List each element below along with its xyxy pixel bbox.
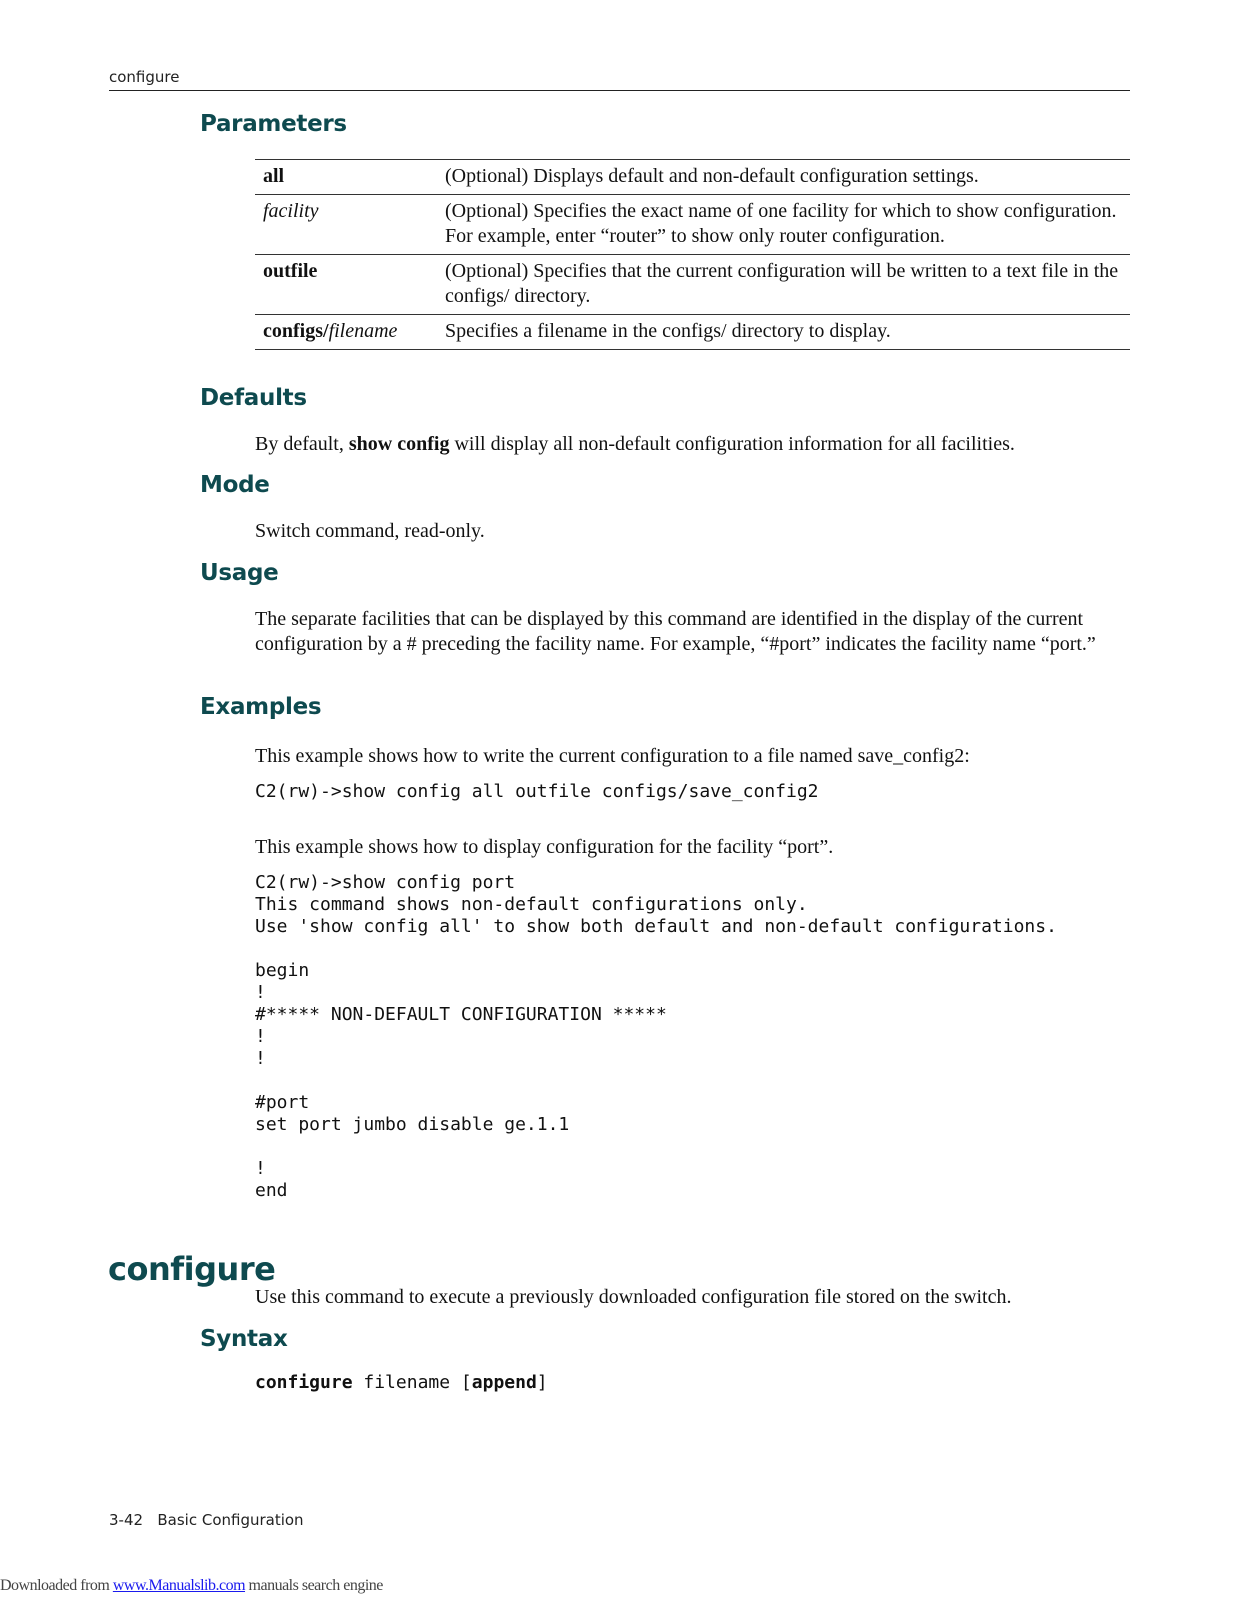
- param-description: (Optional) Specifies that the current configuration will be written to a text file in the configs/ directory.: [437, 255, 1130, 315]
- param-description: (Optional) Specifies the exact name of one facility for which to show configuration. For example, enter “router” to show only router configuration.: [437, 195, 1130, 255]
- header-rule: [109, 90, 1130, 91]
- manualslib-link[interactable]: www.Manualslib.com: [112, 1577, 246, 1594]
- table-row: [255, 315, 1130, 350]
- download-prefix: Downloaded from: [0, 1577, 113, 1594]
- page-number: 3-42: [109, 1511, 144, 1529]
- param-term: [255, 160, 437, 195]
- defaults-heading: Defaults: [200, 385, 307, 411]
- download-bar: [0, 1577, 383, 1595]
- syntax-argument: filename [: [352, 1372, 472, 1393]
- param-description: Specifies a filename in the configs/ directory to display.: [437, 315, 1130, 350]
- syntax-option: append: [471, 1372, 537, 1393]
- syntax-command: configure: [255, 1372, 353, 1393]
- usage-heading: Usage: [200, 560, 279, 586]
- table-row: [255, 160, 1130, 195]
- running-head: configure: [109, 68, 180, 86]
- defaults-command: show config: [348, 433, 450, 455]
- configure-description: Use this command to execute a previously downloaded configuration file stored on the switch.: [255, 1286, 1012, 1308]
- example-code-2: C2(rw)->show config port This command shows non-default configurations only. Use 'show config all' to show both default and non-default configurations. begin ! #***** NON-DEFAULT CONFIGURATION ***** ! ! #port set port jumbo disable ge.1.1 ! end: [255, 872, 1057, 1201]
- chapter-title: Basic Configuration: [157, 1511, 304, 1529]
- parameters-heading: Parameters: [200, 111, 347, 137]
- examples-heading: Examples: [200, 694, 322, 720]
- mode-text: Switch command, read-only.: [255, 520, 485, 542]
- configure-heading: configure: [108, 1250, 276, 1288]
- parameters-table: [255, 159, 1130, 350]
- param-term-bold: all: [263, 165, 285, 187]
- defaults-text-start: By default,: [255, 433, 349, 455]
- mode-heading: Mode: [200, 472, 270, 498]
- table-row: [255, 255, 1130, 315]
- download-suffix: manuals search engine: [245, 1577, 383, 1594]
- syntax-closing: ]: [536, 1372, 548, 1393]
- example-intro-1: This example shows how to write the current configuration to a file named save_config2:: [255, 745, 970, 767]
- defaults-text-end: will display all non-default configuration information for all facilities.: [449, 433, 1015, 455]
- syntax-line: [255, 1372, 548, 1394]
- param-term-bold: outfile: [263, 260, 318, 282]
- param-term-italic: filename: [328, 320, 398, 342]
- param-description: (Optional) Displays default and non-default configuration settings.: [437, 160, 1130, 195]
- usage-text: The separate facilities that can be displayed by this command are identified in the display of the current configuration by a # preceding the facility name. For example, “#port” indicates the facility name “port.”: [255, 608, 1096, 655]
- example-intro-2: This example shows how to display configuration for the facility “port”.: [255, 836, 834, 858]
- param-term: [255, 315, 437, 350]
- param-term-italic: facility: [263, 200, 319, 222]
- param-term: [255, 195, 437, 255]
- table-row: [255, 195, 1130, 255]
- page-footer: [109, 1511, 304, 1529]
- param-term: [255, 255, 437, 315]
- param-term-bold: configs/: [263, 320, 329, 342]
- example-code-1: C2(rw)->show config all outfile configs/save_config2: [255, 781, 819, 802]
- defaults-text: [255, 432, 1135, 457]
- syntax-heading: Syntax: [200, 1326, 288, 1352]
